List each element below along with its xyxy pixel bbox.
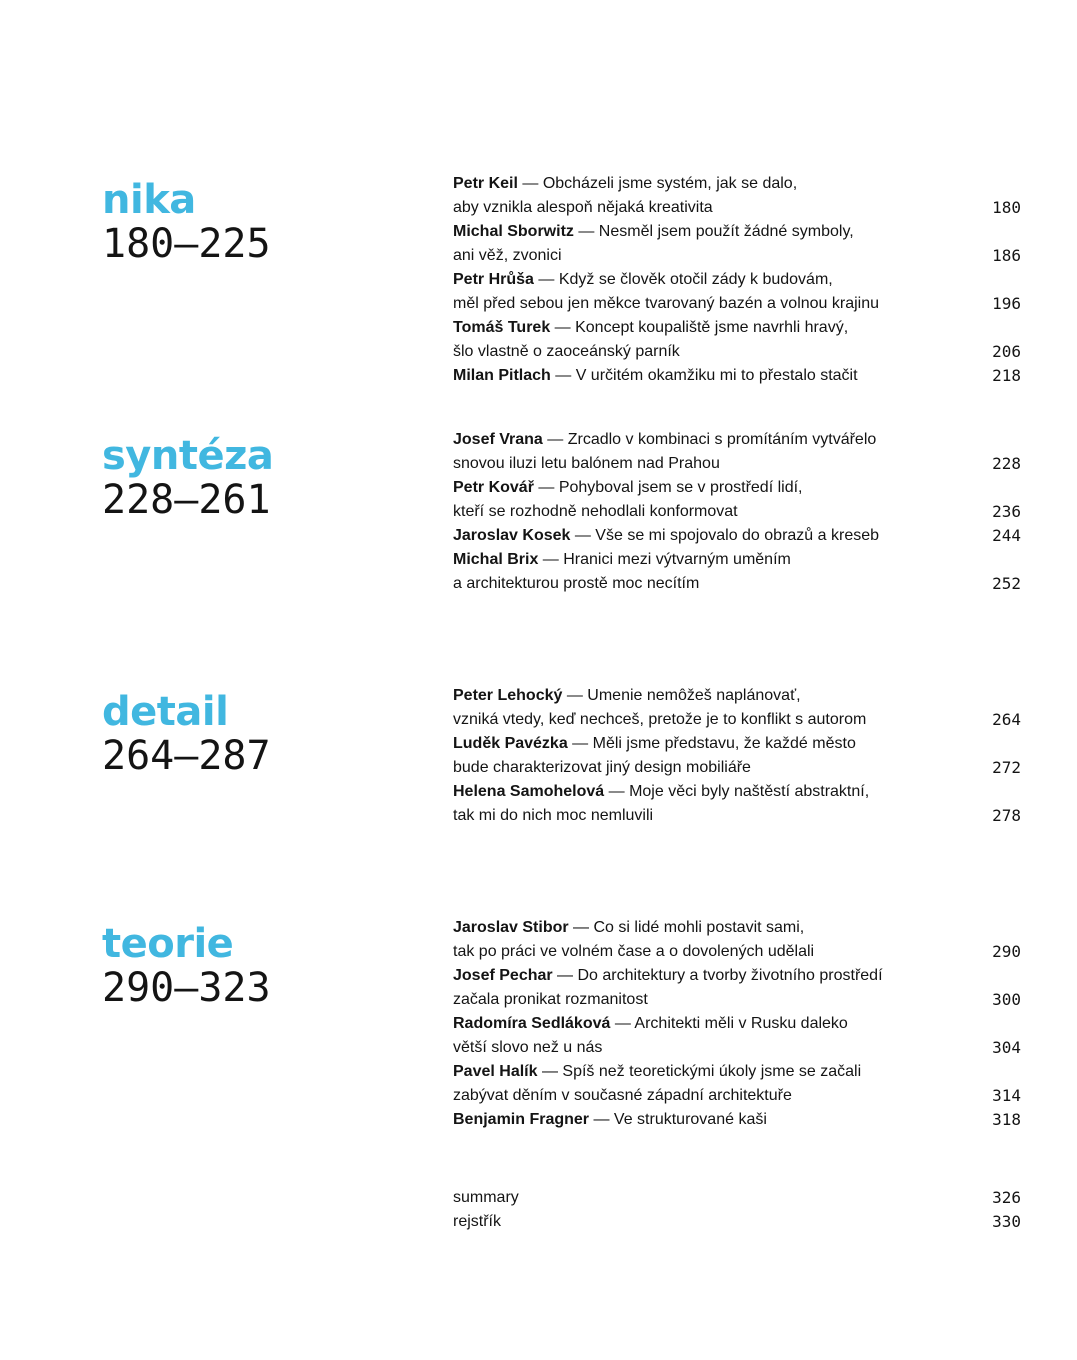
entry-quote: — Architekti měli v Rusku daleko [610,1015,848,1032]
toc-entry[interactable] [453,1012,1023,1060]
entry-quote-cont: bude charakterizovat jiný design mobiliáře [453,759,751,776]
entry-quote: — Moje věci byly naštěstí abstraktní, [604,783,870,800]
entry-list [453,916,1023,1132]
entry-quote-cont: tak mi do nich moc nemluvili [453,807,654,824]
entry-author: Radomíra Sedláková [453,1015,611,1032]
entry-quote-cont: měl před sebou jen měkce tvarovaný bazén a volnou krajinu [453,295,880,312]
entry-quote: — Do architektury a tvorby životního prostředí [552,967,883,984]
entry-quote-cont: vzniká vtedy, keď nechceš, pretože je to konflikt s autorom [453,711,867,728]
section-title: syntéza [102,433,274,479]
entry-page-number: 326 [992,1188,1021,1207]
toc-entry[interactable] [453,316,1023,364]
entry-quote: — Pohyboval jsem se v prostředí lidí, [533,479,803,496]
section-heading [102,433,274,523]
section-title: nika [102,177,196,223]
entry-author: Milan Pitlach [453,367,551,384]
entry-list [453,684,1023,828]
entry-page-number: 180 [992,198,1021,217]
entry-quote-cont: tak po práci ve volném čase a o dovolených udělali [453,943,815,960]
entry-author: Petr Keil [453,175,518,192]
toc-entry[interactable] [453,548,1023,596]
section-title: teorie [102,921,234,967]
entry-quote: — Když se člověk otočil zády k budovám, [533,271,833,288]
entry-page-number: 264 [992,710,1021,729]
entry-quote: — Nesměl jsem použít žádné symboly, [573,223,854,240]
toc-entry[interactable] [453,268,1023,316]
entry-quote: — Spíš než teoretickými úkoly jsme se začali [537,1063,862,1080]
entry-author: Michal Sborwitz [453,223,574,240]
entry-author: Helena Samohelová [453,783,605,800]
entry-list [453,172,1023,388]
entry-quote-cont: aby vznikla alespoň nějaká kreativita [453,199,713,216]
toc-entry[interactable] [453,428,1023,476]
entry-page-number: 228 [992,454,1021,473]
entry-quote-cont: začala pronikat rozmanitost [453,991,648,1008]
entry-page-number: 252 [992,574,1021,593]
entry-page-number: 244 [992,526,1021,545]
toc-entry[interactable] [453,476,1023,524]
entry-quote: — Vše se mi spojovalo do obrazů a kreseb [570,527,880,544]
entry-author: Michal Brix [453,551,539,568]
section-title: detail [102,689,229,735]
entry-page-number: 236 [992,502,1021,521]
toc-entry[interactable] [453,524,1023,548]
entry-page-number: 272 [992,758,1021,777]
entry-quote-cont: ani věž, zvonici [453,247,562,264]
entry-quote-cont: šlo vlastně o zaoceánský parník [453,343,680,360]
entry-quote-cont: zabývat děním v současné západní architektuře [453,1087,792,1104]
entry-author: Peter Lehocký [453,687,563,704]
entry-quote: — Zrcadlo v kombinaci s promítáním vytvářelo [542,431,877,448]
entry-quote: — Obcházeli jsme systém, jak se dalo, [517,175,798,192]
appendix-list [453,1186,1023,1234]
entry-page-number: 318 [992,1110,1021,1129]
entry-quote-cont: snovou iluzi letu balónem nad Prahou [453,455,720,472]
entry-list [453,428,1023,596]
entry-quote: — Koncept koupaliště jsme navrhli hravý, [550,319,849,336]
toc-entry[interactable] [453,220,1023,268]
entry-page-number: 300 [992,990,1021,1009]
section-page-range: 290—323 [102,965,271,1011]
entry-quote: — Umenie nemôžeš naplánovať, [562,687,801,704]
toc-entry[interactable] [453,780,1023,828]
toc-entry[interactable] [453,964,1023,1012]
section-page-range: 264—287 [102,733,271,779]
section-page-range: 228—261 [102,477,271,523]
section-heading [102,921,271,1011]
appendix-label: rejstřík [453,1213,501,1230]
section-heading [102,689,271,779]
entry-author: Luděk Pavézka [453,735,568,752]
entry-page-number: 330 [992,1212,1021,1231]
entry-page-number: 218 [992,366,1021,385]
entry-author: Benjamin Fragner [453,1111,590,1128]
toc-entry[interactable] [453,916,1023,964]
entry-page-number: 206 [992,342,1021,361]
entry-author: Petr Kovář [453,479,534,496]
entry-page-number: 290 [992,942,1021,961]
entry-quote: — Hranici mezi výtvarným uměním [538,551,791,568]
entry-quote: — Co si lidé mohli postavit sami, [568,919,805,936]
entry-page-number: 314 [992,1086,1021,1105]
entry-quote-cont: a architekturou prostě moc necítím [453,575,700,592]
entry-author: Petr Hrůša [453,271,534,288]
entry-quote: — Ve strukturované kaši [589,1111,767,1128]
toc-entry[interactable] [453,1108,1023,1132]
appendix-entry-index[interactable] [453,1210,1023,1234]
toc-entry[interactable] [453,172,1023,220]
section-page-range: 180—225 [102,221,271,267]
entry-page-number: 186 [992,246,1021,265]
entry-author: Jaroslav Stibor [453,919,569,936]
entry-quote-cont: větší slovo než u nás [453,1039,603,1056]
entry-author: Tomáš Turek [453,319,551,336]
entry-author: Josef Pechar [453,967,553,984]
entry-quote: — Měli jsme představu, že každé město [567,735,856,752]
entry-page-number: 196 [992,294,1021,313]
toc-entry[interactable] [453,732,1023,780]
entry-author: Josef Vrana [453,431,543,448]
toc-entry[interactable] [453,364,1023,388]
toc-entry[interactable] [453,684,1023,732]
entry-quote: — V určitém okamžiku mi to přestalo stačit [550,367,858,384]
entry-author: Pavel Halík [453,1063,538,1080]
entry-page-number: 304 [992,1038,1021,1057]
toc-entry[interactable] [453,1060,1023,1108]
entry-quote-cont: kteří se rozhodně nehodlali konformovat [453,503,738,520]
entry-page-number: 278 [992,806,1021,825]
section-heading [102,177,271,267]
appendix-label: summary [453,1189,519,1206]
appendix-entry-summary[interactable] [453,1186,1023,1210]
entry-author: Jaroslav Kosek [453,527,571,544]
